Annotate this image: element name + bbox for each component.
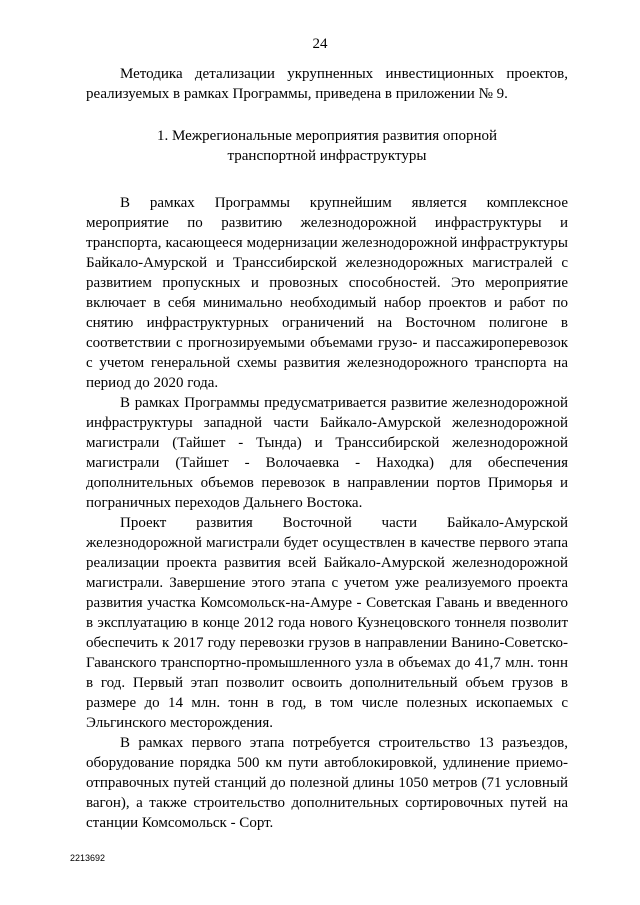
section-heading <box>86 126 568 166</box>
paragraph-3: Проект развития Восточной части Байкало-Амурской железнодорожной магистрали будет осуществлен в качестве первого этапа реализации проекта развития всей Байкало-Амурской железнодорожной магистрали. Завершение этого этапа с учетом уже реализуемого проекта развития участка Комсомольск-на-Амуре - Советская Гавань и введенного в эксплуатацию в конце 2012 года нового Кузнецовского тоннеля позволит обеспечить к 2017 году перевозки грузов в направлении Ванино-Советско-Гаванского транспортно-промышленного узла в объемах до 41,7 млн. тонн в год. Первый этап позволит освоить дополнительный объем грузов в размере до 14 млн. тонн в год, в том числе полезных ископаемых с Эльгинского месторождения. <box>86 515 568 731</box>
page-number: 24 <box>312 36 328 52</box>
document-code: 2213692 <box>70 853 106 863</box>
section-heading-line-1: 1. Межрегиональные мероприятия развития опорной <box>157 128 497 144</box>
document-body <box>86 64 568 833</box>
section-heading-line-2: транспортной инфраструктуры <box>227 148 427 164</box>
paragraph-4: В рамках первого этапа потребуется строительство 13 разъездов, оборудование порядка 500 км пути автоблокировкой, удлинение приемо-отправочных путей станций до полезной длины 1050 метров (71 условный вагон), а также строительство дополнительных сортировочных путей на станции Комсомольск - Сорт. <box>86 735 568 831</box>
intro-paragraph: Методика детализации укрупненных инвестиционных проектов, реализуемых в рамках Программы, приведена в приложении № 9. <box>86 66 568 102</box>
paragraph-1: В рамках Программы крупнейшим является комплексное мероприятие по развитию железнодорожной инфраструктуры и транспорта, касающееся модернизации железнодорожной инфраструктуры Байкало-Амурской и Транссибирской железнодорожных магистралей с развитием пропускных и провозных способностей. Это мероприятие включает в себя минимально необходимый набор проектов и работ по снятию инфраструктурных ограничений на Восточном полигоне в соответствии с прогнозируемыми объемами грузо- и пассажироперевозок с учетом генеральной схемы развития железнодорожного транспорта на период до 2020 года. <box>86 195 568 391</box>
paragraph-2: В рамках Программы предусматривается развитие железнодорожной инфраструктуры западной части Байкало-Амурской железнодорожной магистрали (Тайшет - Тында) и Транссибирской железнодорожной магистрали (Тайшет - Волочаевка - Находка) для обеспечения дополнительных объемов перевозок в направлении портов Приморья и пограничных переходов Дальнего Востока. <box>86 395 568 511</box>
